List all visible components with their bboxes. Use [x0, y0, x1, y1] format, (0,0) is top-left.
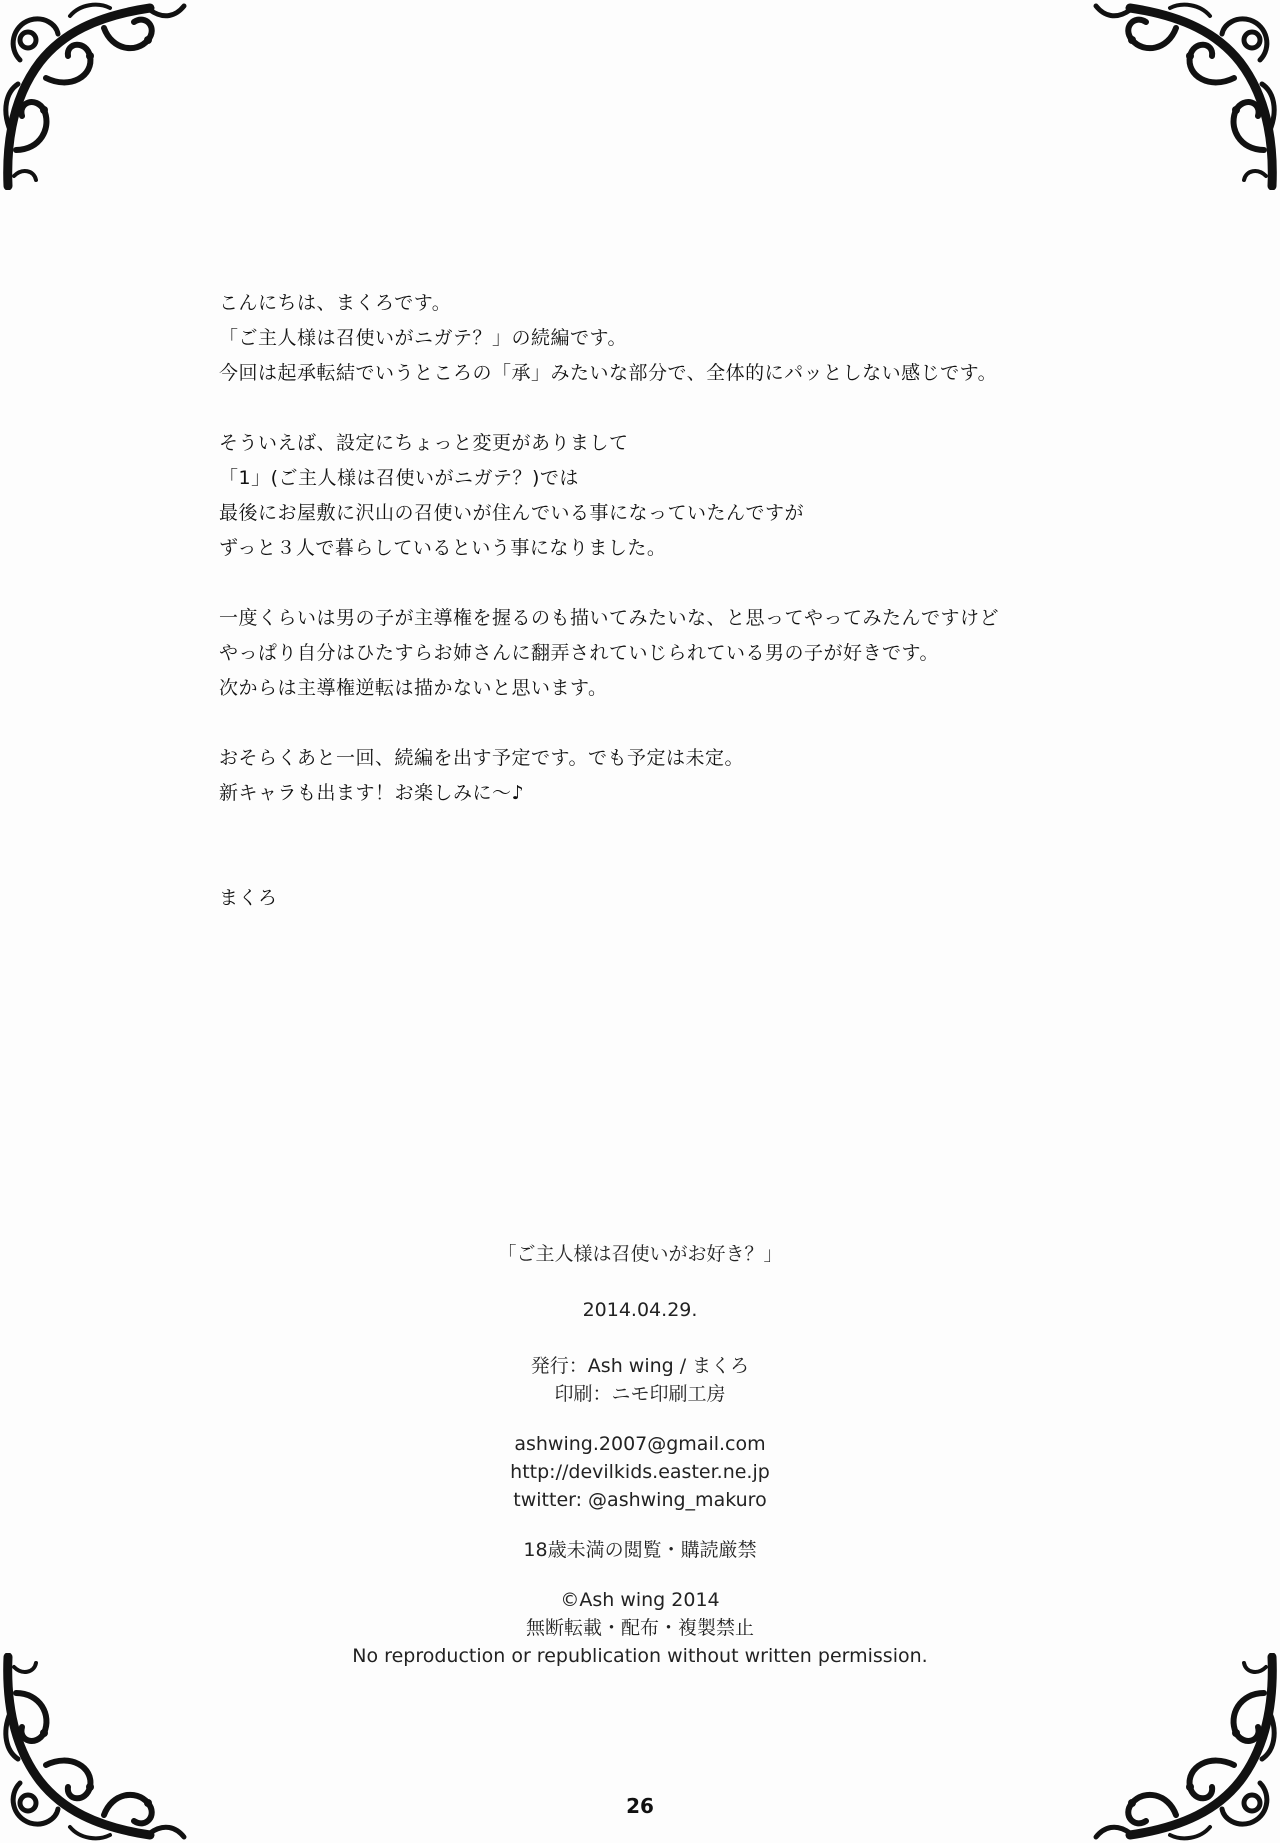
- page-number: 26: [626, 1794, 654, 1818]
- afterword-body: [219, 286, 1099, 916]
- age-restriction-notice: 18歳未満の閲覧・購読厳禁: [523, 1539, 757, 1561]
- afterword-paragraph: [219, 601, 1099, 706]
- afterword-line: 新キャラも出ます！お楽しみに～♪: [219, 782, 525, 804]
- copyright-line: ©Ash wing 2014: [560, 1589, 720, 1611]
- afterword-paragraph: [219, 426, 1099, 566]
- afterword-paragraph: [219, 286, 1099, 391]
- printer-line: 印刷：ニモ印刷工房: [554, 1383, 726, 1405]
- afterword-line: やっぱり自分はひたすらお姉さんに翻弄されていじられている男の子が好きです。: [219, 642, 939, 664]
- afterword-line: 「1」(ご主人様は召使いがニガテ？)では: [219, 467, 579, 489]
- afterword-line: おそらくあと一回、続編を出す予定です。でも予定は未定。: [219, 747, 744, 769]
- flourish-corner-icon: [0, 0, 190, 190]
- afterword-line: 最後にお屋敷に沢山の召使いが住んでいる事になっていたんですが: [219, 502, 805, 524]
- author-signature: まくろ: [219, 887, 278, 909]
- book-title: 「ご主人様は召使いがお好き？」: [497, 1243, 783, 1265]
- afterword-line: こんにちは、まくろです。: [219, 292, 452, 314]
- website-url: http://devilkids.easter.ne.jp: [510, 1461, 770, 1483]
- afterword-line: 「ご主人様は召使いがニガテ？」の続編です。: [219, 327, 627, 349]
- afterword-line: ずっと３人で暮らしているという事になりました。: [219, 537, 667, 559]
- afterword-paragraph: [219, 741, 1099, 811]
- reprint-notice-ja: 無断転載・配布・複製禁止: [525, 1617, 754, 1639]
- contact-email: ashwing.2007@gmail.com: [514, 1433, 766, 1455]
- afterword-line: 今回は起承転結でいうところの「承」みたいな部分で、全体的にパッとしない感じです。: [219, 362, 998, 384]
- flourish-corner-icon: [1090, 0, 1280, 190]
- afterword-line: 一度くらいは男の子が主導権を握るのも描いてみたいな、と思ってやってみたんですけど: [219, 607, 1000, 629]
- afterword-line: そういえば、設定にちょっと変更がありまして: [219, 432, 629, 454]
- twitter-handle: twitter: @ashwing_makuro: [513, 1489, 767, 1511]
- afterword-line: 次からは主導権逆転は描かないと思います。: [219, 677, 608, 699]
- publication-date: 2014.04.29.: [582, 1299, 698, 1321]
- publisher-line: 発行：Ash wing / まくろ: [530, 1355, 750, 1377]
- reprint-notice-en: No reproduction or republication without written permission.: [352, 1645, 928, 1667]
- colophon: [0, 1240, 1280, 1670]
